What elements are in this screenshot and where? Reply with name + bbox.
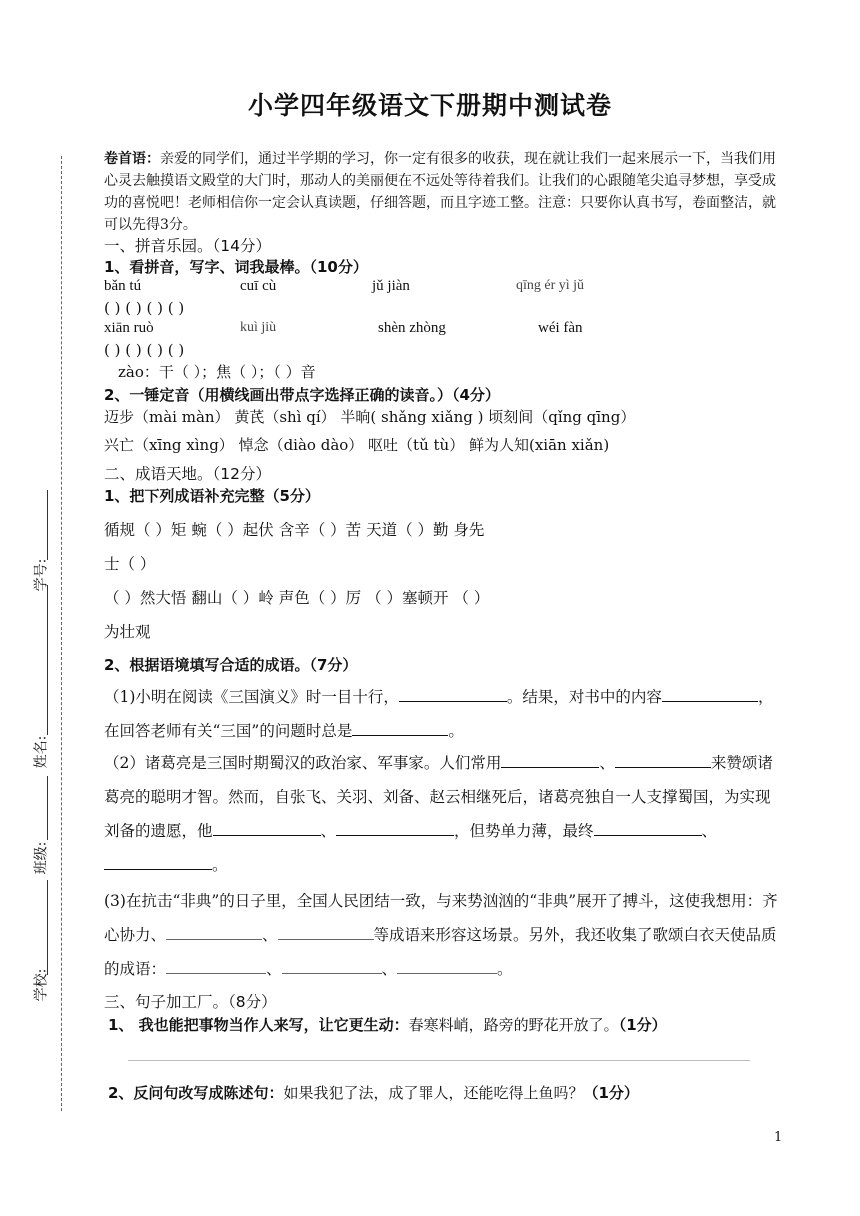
p2-text-e: ，但势单力薄，最终	[454, 822, 594, 840]
idiom-line-4: 为壮观	[104, 623, 151, 641]
pinyin-5: xiān ruò	[104, 320, 154, 336]
p3-text-c: 等成语来形容这场景。另外，我还收集了歌颂白衣天使品质的成语：	[104, 926, 777, 978]
p3-blank-5[interactable]	[397, 957, 497, 974]
pinyin-4: qīng ér yì jǔ	[516, 278, 585, 293]
pinyin-2: cuī cù	[240, 278, 277, 294]
idiom-line-1[interactable]: 循规（ ）矩 蜿（ ）起伏 含辛（ ）苦 天道（ ）勤 身先	[104, 521, 485, 539]
p3-blank-3[interactable]	[166, 957, 266, 974]
context-paragraph-1	[104, 680, 780, 748]
p2-blank-1[interactable]	[501, 751, 599, 768]
p2-text-f: 、	[701, 822, 718, 840]
pinyin-8: wéi fàn	[538, 320, 583, 336]
pinyin-6: kuì jiù	[240, 320, 277, 335]
s2-q2: 2、根据语境填写合适的成语。（7分）	[104, 656, 358, 674]
s3-q1-answer-line[interactable]	[128, 1060, 750, 1061]
intro-label: 卷首语：	[104, 151, 160, 167]
reading-row-1[interactable]: 迈步（mài màn） 黄芪（shì qí） 半晌( shǎng xiǎng ) 顷刻间（qǐng qīng）	[104, 408, 636, 426]
idiom-line-2[interactable]: 士（ ）	[104, 555, 156, 573]
s1-q2: 2、一锤定音（用横线画出带点字选择正确的读音。）（4分）	[104, 386, 500, 404]
s1-q1: 1、看拼音，写字、词我最棒。（10分）	[104, 258, 368, 276]
p2-blank-6[interactable]	[104, 853, 212, 870]
page-number: 1	[774, 1130, 783, 1145]
p2-blank-3[interactable]	[213, 819, 321, 836]
p3-text-f: 。	[497, 960, 513, 978]
answer-parens-row2[interactable]: ( ) ( ) ( ) ( )	[104, 341, 185, 359]
name-blank[interactable]	[47, 585, 48, 735]
s3-q1-text: 春寒料峭，路旁的野花开放了。	[408, 1016, 619, 1034]
class-blank[interactable]	[47, 776, 48, 840]
binding-dashed-line	[61, 156, 62, 1111]
p1-blank-3[interactable]	[352, 719, 448, 736]
p3-text-d: 、	[266, 960, 282, 978]
p2-text-b: 、	[599, 754, 615, 772]
p2-text-g: 。	[212, 856, 228, 874]
p2-blank-5[interactable]	[594, 819, 702, 836]
section-1-title: 一、拼音乐园。（14分）	[104, 237, 271, 255]
p3-blank-1[interactable]	[166, 923, 262, 940]
context-paragraph-3	[104, 884, 780, 986]
p1-blank-1[interactable]	[399, 685, 507, 702]
p1-text-b: 。结果，对书中的内容	[506, 688, 662, 706]
section-3-title: 三、句子加工厂。（8分）	[104, 993, 277, 1011]
zao-line[interactable]: zào：干（ ）；焦（ ）；（ ）音	[118, 363, 316, 381]
pinyin-3: jǔ jiàn	[372, 278, 410, 294]
s3-q1	[108, 1014, 667, 1035]
pinyin-7: shèn zhòng	[378, 320, 446, 336]
school-blank[interactable]	[47, 880, 48, 975]
name-label: 姓名:	[33, 735, 50, 769]
p2-text-a: （2）诸葛亮是三国时期蜀汉的政治家、军事家。人们常用	[104, 754, 502, 772]
p2-blank-2[interactable]	[615, 751, 711, 768]
page-title: 小学四年级语文下册期中测试卷	[247, 91, 612, 120]
p1-text-a: （1)小明在阅读《三国演义》时一目十行，	[104, 688, 399, 706]
p3-text-a: (3)在抗击“非典”的日子里，全国人民团结一致，与来势汹汹的“非典”展开了搏斗，这使我想用：齐心协力、	[104, 892, 778, 944]
school-label: 学校:	[33, 968, 50, 1002]
s3-q2	[108, 1082, 639, 1103]
number-blank[interactable]	[47, 490, 48, 560]
intro-paragraph	[104, 148, 780, 236]
s2-q1: 1、把下列成语补充完整（5分）	[104, 487, 320, 505]
intro-text: 亲爱的同学们，通过半学期的学习，你一定有很多的收获，现在就让我们一起来展示一下，当我们用心灵去触摸语文殿堂的大门时，那动人的美丽便在不远处等待着我们。让我们的心跟随笔尖追寻梦想，享受成功的喜悦吧！老师相信你一定会认真读题，仔细答题，而且字迹工整。注意：只要你认真书写，卷面整洁，就可以先得3分。	[104, 151, 776, 233]
s3-q2-text: 如果我犯了法，成了罪人，还能吃得上鱼吗？	[283, 1084, 584, 1102]
pinyin-1: bǎn tú	[104, 278, 142, 294]
p3-text-e: 、	[381, 960, 398, 978]
s3-q1-score: （1分）	[618, 1016, 667, 1034]
s3-q1-label: 1、 我也能把事物当作人来写，让它更生动：	[108, 1016, 409, 1034]
s3-q2-label: 2、反问句改写成陈述句：	[108, 1084, 284, 1102]
class-label: 班级:	[33, 841, 50, 875]
answer-parens-row1[interactable]: ( ) ( ) ( ) ( )	[104, 299, 185, 317]
context-paragraph-2	[104, 746, 780, 882]
idiom-line-3[interactable]: （ ）然大悟 翻山（ ）岭 声色（ ）厉 （ ）塞顿开 （ ）	[104, 589, 490, 607]
p1-blank-2[interactable]	[662, 685, 758, 702]
p3-text-b: 、	[262, 926, 278, 944]
p3-blank-4[interactable]	[282, 957, 382, 974]
reading-row-2[interactable]: 兴亡（xīng xìng） 悼念（diào dào） 呕吐（tǔ tù） 鲜为人知(xiān xiǎn)	[104, 436, 610, 454]
p2-text-c: 来赞颂诸葛亮的聪明才智。然而，自张飞、关羽、刘备、赵云相继死后，诸葛亮独自一人支撑蜀国，为实现刘备的遗愿，他	[104, 754, 773, 840]
p2-text-d: 、	[320, 822, 337, 840]
p1-text-c: ，在回答老师有关“三国”的问题时总是	[104, 688, 774, 740]
number-label: 学号:	[33, 558, 50, 592]
p2-blank-4[interactable]	[336, 819, 454, 836]
s3-q2-score: （1分）	[583, 1084, 639, 1102]
p3-blank-2[interactable]	[278, 923, 374, 940]
p1-text-d: 。	[448, 722, 464, 740]
section-2-title: 二、成语天地。（12分）	[104, 465, 271, 483]
